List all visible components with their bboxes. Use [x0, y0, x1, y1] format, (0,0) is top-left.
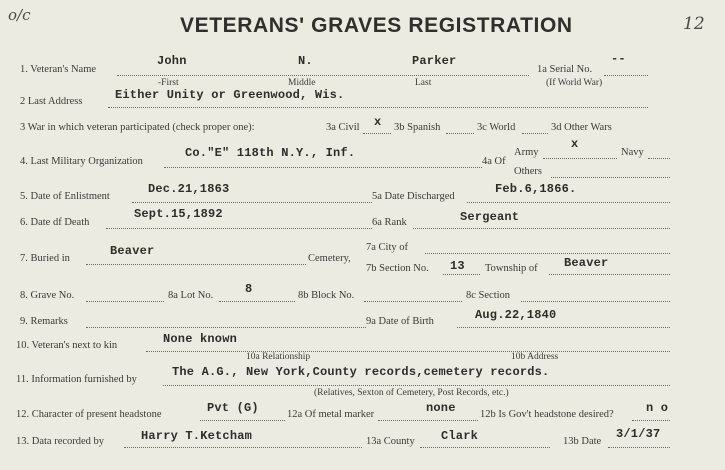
label-discharged: 5a Date Discharged	[372, 191, 455, 202]
label-world: 3c World	[477, 122, 516, 133]
line-address	[108, 107, 648, 108]
label-grave-no: 8. Grave No.	[20, 290, 75, 301]
label-govt-headstone: 12b Is Gov't headstone desired?	[480, 409, 614, 420]
line-furnished-by	[163, 385, 670, 386]
value-township: Beaver	[564, 256, 609, 270]
line-metal-marker	[378, 420, 478, 421]
label-navy: Navy	[621, 147, 644, 158]
label-date: 13b Date	[563, 436, 602, 447]
value-middle-name: N.	[298, 54, 313, 68]
label-war: 3 War in which veteran participated (check proper one):	[20, 122, 255, 133]
line-county	[420, 447, 550, 448]
line-serial	[604, 75, 648, 76]
value-headstone: Pvt (G)	[207, 401, 259, 415]
card-title: VETERANS' GRAVES REGISTRATION	[180, 14, 573, 37]
label-recorded-by: 13. Data recorded by	[16, 436, 105, 447]
label-last-address: 2 Last Address	[20, 96, 83, 107]
value-metal-marker: none	[426, 401, 456, 415]
label-block-no: 8b Block No.	[298, 290, 355, 301]
label-section: 8c Section	[466, 290, 511, 301]
value-lot-no: 8	[245, 282, 253, 296]
line-civil	[363, 133, 391, 134]
label-last: Last	[415, 78, 432, 88]
corner-annotation-right: 12	[683, 14, 705, 34]
line-grave-no	[86, 301, 164, 302]
label-veterans-name: 1. Veteran's Name	[20, 64, 97, 75]
value-civil-mark: x	[374, 115, 382, 129]
value-buried-in: Beaver	[110, 244, 155, 258]
label-furnished-sub: (Relatives, Sexton of Cemetery, Post Records, etc.)	[314, 388, 509, 398]
label-civil: 3a Civil	[326, 122, 360, 133]
value-date-of-birth: Aug.22,1840	[475, 308, 557, 322]
line-name	[117, 75, 529, 76]
line-next-of-kin	[146, 351, 670, 352]
value-address: Either Unity or Greenwood, Wis.	[115, 88, 345, 102]
label-lot-no: 8a Lot No.	[168, 290, 214, 301]
label-address: 10b Address	[511, 352, 559, 362]
value-enlistment: Dec.21,1863	[148, 182, 230, 196]
value-section-no: 13	[450, 259, 465, 273]
label-section-no: 7b Section No.	[366, 263, 429, 274]
value-death: Sept.15,1892	[134, 207, 223, 221]
line-block-no	[364, 301, 462, 302]
line-township	[549, 274, 670, 275]
value-army-mark: x	[571, 137, 579, 151]
value-rank: Sergeant	[460, 210, 520, 224]
line-remarks	[86, 327, 366, 328]
label-remarks: 9. Remarks	[20, 316, 68, 327]
label-headstone: 12. Character of present headstone	[16, 409, 162, 420]
label-world-war-note: (If World War)	[546, 78, 603, 88]
label-enlistment: 5. Date of Enlistment	[20, 191, 110, 202]
label-next-of-kin: 10. Veteran's next to kin	[16, 340, 118, 351]
value-furnished-by: The A.G., New York,County records,cemetery records.	[172, 365, 550, 379]
line-recorded-by	[124, 447, 362, 448]
label-buried-in: 7. Buried in	[20, 253, 70, 264]
label-organization: 4. Last Military Organization	[20, 156, 143, 167]
value-date: 3/1/37	[616, 427, 661, 441]
line-section	[521, 301, 670, 302]
line-buried-in	[86, 264, 306, 265]
line-others	[551, 177, 670, 178]
value-organization: Co."E" 118th N.Y., Inf.	[185, 146, 356, 160]
line-headstone	[200, 420, 285, 421]
label-spanish: 3b Spanish	[394, 122, 441, 133]
line-discharged	[467, 202, 670, 203]
line-enlistment	[132, 202, 372, 203]
line-city-of	[425, 253, 670, 254]
label-first: -First	[158, 78, 179, 88]
line-section-no	[443, 274, 480, 275]
value-first-name: John	[157, 54, 187, 68]
line-date-of-birth	[457, 327, 670, 328]
line-death	[106, 228, 372, 229]
line-army	[543, 158, 617, 159]
label-serial-no: 1a Serial No.	[537, 64, 593, 75]
label-rank: 6a Rank	[372, 217, 407, 228]
line-spanish	[446, 133, 474, 134]
value-discharged: Feb.6,1866.	[495, 182, 577, 196]
label-others: Others	[514, 166, 542, 177]
label-metal-marker: 12a Of metal marker	[287, 409, 375, 420]
line-rank	[413, 228, 670, 229]
line-navy	[648, 158, 670, 159]
value-county: Clark	[441, 429, 479, 443]
label-furnished-by: 11. Information furnished by	[16, 374, 137, 385]
value-last-name: Parker	[412, 54, 457, 68]
label-township: Township of	[485, 263, 538, 274]
value-recorded-by: Harry T.Ketcham	[141, 429, 253, 443]
label-other-wars: 3d Other Wars	[551, 122, 612, 133]
label-date-of-birth: 9a Date of Birth	[366, 316, 434, 327]
label-relationship: 10a Relationship	[246, 352, 311, 362]
label-city-of: 7a City of	[366, 242, 408, 253]
value-serial: --	[611, 52, 626, 66]
value-next-of-kin: None known	[163, 332, 238, 346]
corner-annotation-left: o/c	[8, 6, 31, 24]
label-cemetery: Cemetery,	[308, 253, 351, 264]
line-lot-no	[219, 301, 295, 302]
line-date	[608, 447, 670, 448]
label-middle: Middle	[288, 78, 316, 88]
value-govt-headstone: n o	[646, 401, 669, 415]
line-govt-headstone	[632, 420, 670, 421]
label-of: 4a Of	[482, 156, 506, 167]
label-county: 13a County	[366, 436, 415, 447]
line-world	[522, 133, 548, 134]
label-army: Army	[514, 147, 539, 158]
line-organization	[164, 167, 482, 168]
label-death: 6. Date df Death	[20, 217, 90, 228]
